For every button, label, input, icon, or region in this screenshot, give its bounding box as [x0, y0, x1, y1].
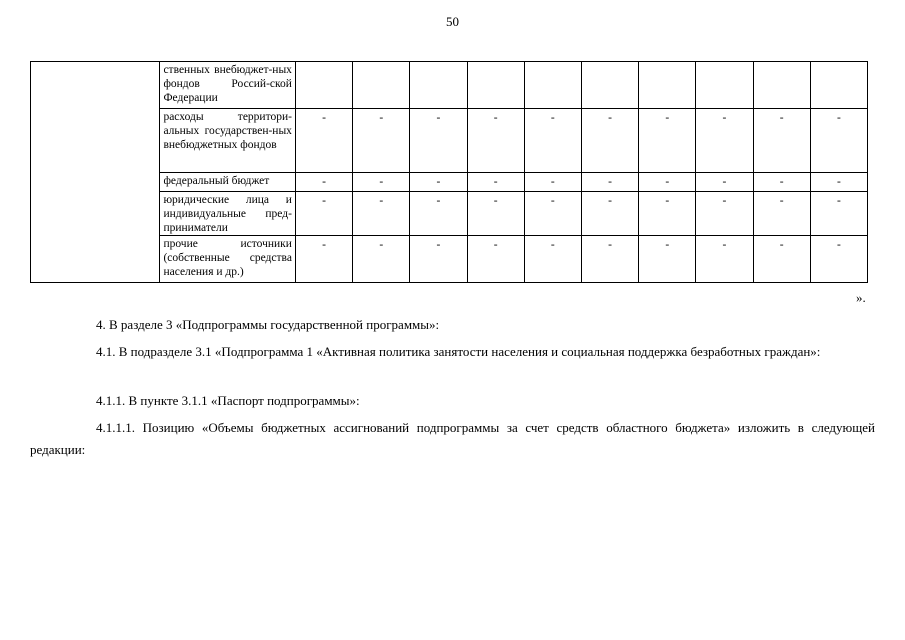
- value-cell: [524, 62, 581, 109]
- value-cell: -: [524, 109, 581, 173]
- funding-source-cell: юридические лица и индивидуальные пред-приниматели: [160, 192, 295, 236]
- program-name-cell: [31, 62, 160, 283]
- value-cell: -: [696, 173, 753, 192]
- paragraph-item-3-1-1: 4.1.1. В пункте 3.1.1 «Паспорт подпрограммы»:: [96, 393, 360, 408]
- value-cell: -: [410, 173, 467, 192]
- value-cell: -: [467, 192, 524, 236]
- value-cell: -: [639, 109, 696, 173]
- value-cell: -: [467, 236, 524, 283]
- value-cell: -: [581, 173, 638, 192]
- funding-source-cell: ственных внебюджет-ных фондов Россий-ской Федерации: [160, 62, 295, 109]
- value-cell: -: [295, 109, 352, 173]
- paragraph-section-3: 4. В разделе 3 «Подпрограммы государственной программы»:: [96, 317, 440, 332]
- value-cell: -: [696, 192, 753, 236]
- funding-source-cell: федеральный бюджет: [160, 173, 295, 192]
- value-cell: -: [639, 236, 696, 283]
- value-cell: [696, 62, 753, 109]
- value-cell: [639, 62, 696, 109]
- value-cell: [810, 62, 867, 109]
- value-cell: -: [639, 173, 696, 192]
- value-cell: -: [353, 236, 410, 283]
- value-cell: -: [353, 192, 410, 236]
- funding-source-cell: расходы территори-альных государствен-ных внебюджетных фондов: [160, 109, 295, 173]
- table-closing-quote: ».: [856, 290, 866, 305]
- value-cell: -: [696, 109, 753, 173]
- paragraph-subsection-3-1: 4.1. В подразделе 3.1 «Подпрограмма 1 «Активная политика занятости населения и социальная поддержка безработных граждан»:: [96, 344, 821, 359]
- value-cell: -: [524, 192, 581, 236]
- funding-table: [30, 61, 868, 283]
- value-cell: -: [753, 192, 810, 236]
- value-cell: [581, 62, 638, 109]
- value-cell: -: [524, 236, 581, 283]
- value-cell: -: [353, 109, 410, 173]
- value-cell: [353, 62, 410, 109]
- value-cell: -: [639, 192, 696, 236]
- value-cell: [410, 62, 467, 109]
- value-cell: -: [295, 173, 352, 192]
- value-cell: -: [410, 192, 467, 236]
- value-cell: -: [353, 173, 410, 192]
- value-cell: [753, 62, 810, 109]
- paragraph-position-budget: 4.1.1.1. Позицию «Объемы бюджетных ассигнований подпрограммы за счет средств областного бюджета» изложить в следующей редакции:: [30, 420, 875, 457]
- value-cell: [295, 62, 352, 109]
- value-cell: -: [696, 236, 753, 283]
- value-cell: -: [410, 109, 467, 173]
- value-cell: -: [295, 236, 352, 283]
- value-cell: -: [753, 109, 810, 173]
- page-number: 50: [446, 14, 459, 29]
- value-cell: -: [410, 236, 467, 283]
- value-cell: -: [753, 173, 810, 192]
- value-cell: -: [753, 236, 810, 283]
- value-cell: -: [810, 173, 867, 192]
- value-cell: -: [810, 109, 867, 173]
- table-row: [31, 62, 868, 109]
- value-cell: -: [524, 173, 581, 192]
- value-cell: -: [581, 192, 638, 236]
- value-cell: -: [810, 236, 867, 283]
- value-cell: [467, 62, 524, 109]
- value-cell: -: [810, 192, 867, 236]
- value-cell: -: [581, 109, 638, 173]
- value-cell: -: [295, 192, 352, 236]
- value-cell: -: [581, 236, 638, 283]
- value-cell: -: [467, 109, 524, 173]
- funding-source-cell: прочие источники (собственные средства населения и др.): [160, 236, 295, 283]
- value-cell: -: [467, 173, 524, 192]
